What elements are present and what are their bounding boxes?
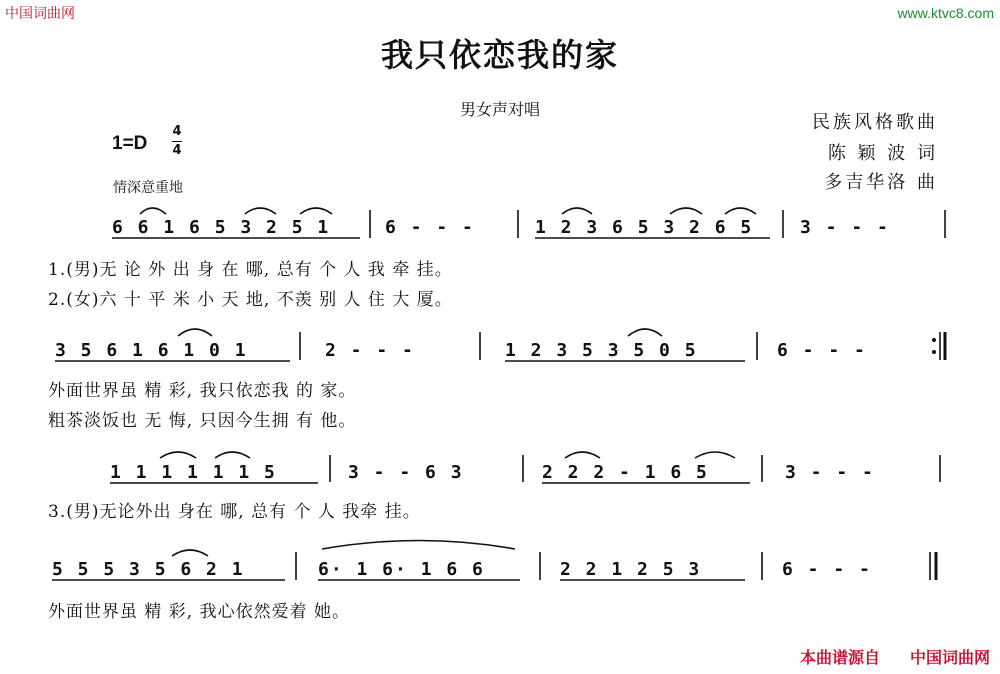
slur bbox=[160, 452, 196, 458]
measure-notes: 2 2 1 2 5 3 bbox=[560, 559, 702, 580]
slur bbox=[322, 541, 515, 550]
measure-notes: 3 5 6 1 6 1 0 1 bbox=[55, 340, 248, 361]
time-bottom: 4 bbox=[172, 143, 182, 158]
repeat-dot bbox=[932, 350, 936, 354]
slur bbox=[725, 208, 756, 214]
watermark-right: www.ktvc8.com bbox=[897, 5, 994, 21]
measure-notes: 2 2 2 - 1 6 5 bbox=[542, 462, 709, 483]
slur bbox=[562, 208, 592, 214]
composer-credit: 多吉华洛 曲 bbox=[824, 172, 938, 193]
measure-notes: 2 - - - bbox=[325, 340, 415, 361]
measure-notes: 1 2 3 6 5 3 2 6 5 bbox=[535, 217, 754, 238]
slur bbox=[300, 208, 332, 214]
slur bbox=[695, 452, 735, 458]
repeat-dot bbox=[932, 338, 936, 342]
measure-notes: 3 - - - bbox=[800, 217, 890, 238]
lyric-line: 2.(女)六 十 平 米 小 天 地, 不羡 别 人 住 大 厦。 bbox=[48, 290, 453, 310]
lyricist-credit: 陈 颖 波 词 bbox=[827, 143, 938, 164]
song-subtitle: 男女声对唱 bbox=[459, 100, 540, 119]
measure-notes: 6 - - - bbox=[782, 559, 872, 580]
measure-notes: 6 - - - bbox=[385, 217, 475, 238]
song-title: 我只依恋我的家 bbox=[380, 36, 619, 74]
measure-notes: 6 6 1 6 5 3 2 5 1 bbox=[112, 217, 331, 238]
slur bbox=[245, 208, 276, 214]
measure-notes: 1 1 1 1 1 1 5 bbox=[110, 462, 277, 483]
lyric-line: 外面世界虽 精 彩, 我心依然爱着 她。 bbox=[48, 602, 351, 622]
genre-label: 民族风格歌曲 bbox=[812, 112, 938, 133]
footer-site-link[interactable]: 中国词曲网 bbox=[909, 648, 990, 667]
lyric-line: 粗茶淡饭也 无 悔, 只因今生拥 有 他。 bbox=[48, 411, 357, 431]
measure-notes: 3 - - - bbox=[785, 462, 875, 483]
slur bbox=[215, 452, 250, 458]
key-signature: 1=D bbox=[112, 133, 148, 154]
slur bbox=[670, 208, 702, 214]
lyric-line: 1.(男)无 论 外 出 身 在 哪, 总有 个 人 我 牵 挂。 bbox=[48, 260, 453, 280]
measure-notes: 6 - - - bbox=[777, 340, 867, 361]
slur bbox=[172, 550, 208, 556]
measure-notes: 3 - - 6 3 bbox=[348, 462, 464, 483]
measure-notes: 5 5 5 3 5 6 2 1 bbox=[52, 559, 245, 580]
slur bbox=[140, 208, 166, 214]
slur bbox=[565, 452, 600, 458]
measure-notes: 6· 1 6· 1 6 6 bbox=[318, 559, 485, 580]
lyric-line: 3.(男)无论外出 身在 哪, 总有 个 人 我牵 挂。 bbox=[48, 502, 421, 522]
slur bbox=[178, 329, 212, 336]
time-top: 4 bbox=[172, 124, 182, 139]
footer-source: 本曲谱源自 bbox=[799, 648, 880, 667]
lyric-line: 外面世界虽 精 彩, 我只依恋我 的 家。 bbox=[48, 381, 357, 401]
tempo-marking: 情深意重地 bbox=[113, 180, 183, 196]
slur bbox=[628, 329, 662, 336]
measure-notes: 1 2 3 5 3 5 0 5 bbox=[505, 340, 698, 361]
watermark-left: 中国词曲网 bbox=[5, 6, 75, 22]
